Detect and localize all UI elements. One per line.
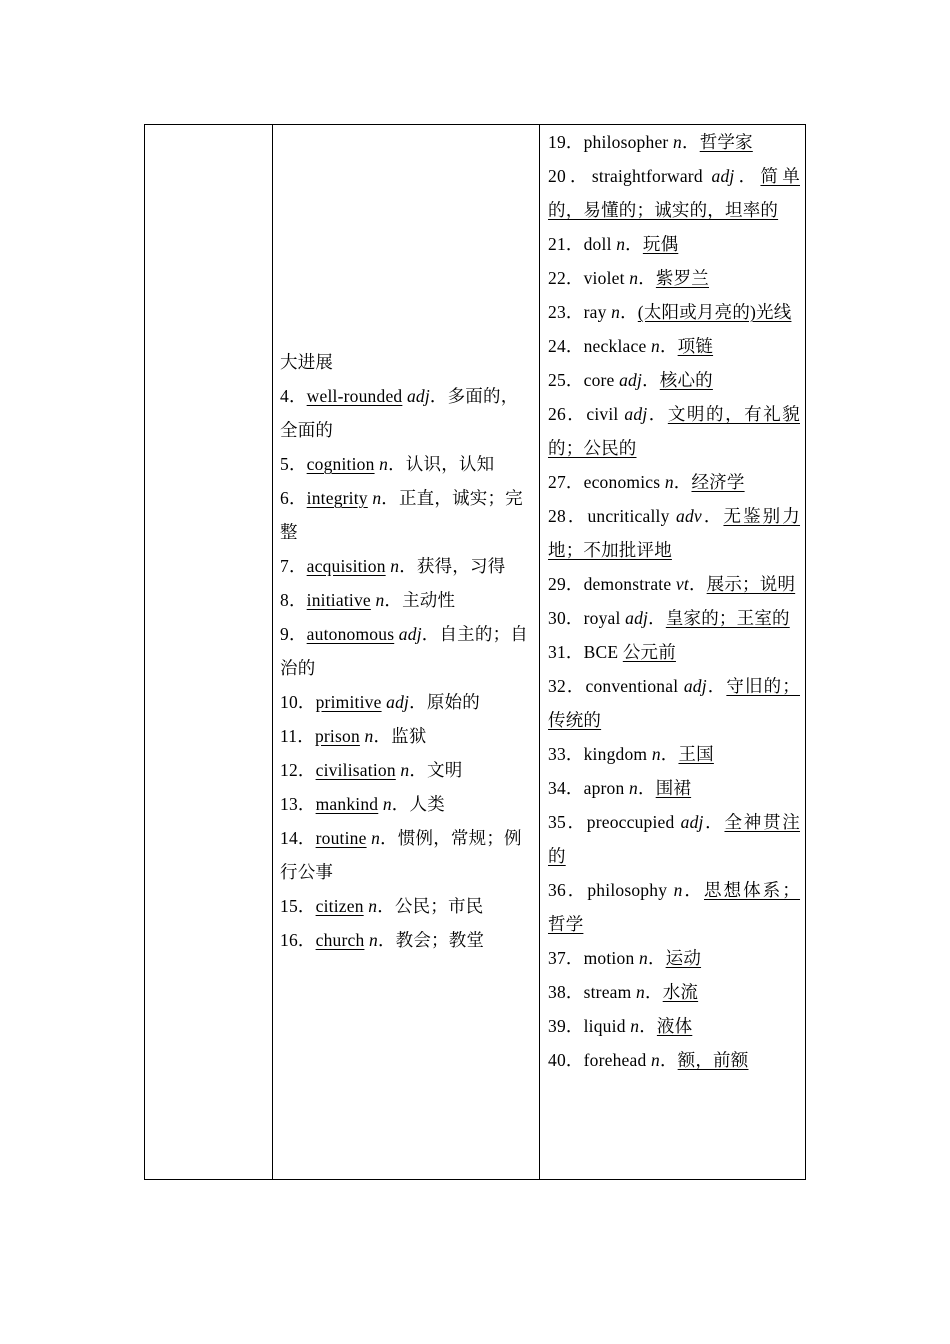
vocab-entry: 35．preoccupied adj．全神贯注的 [548, 812, 800, 866]
vocab-entry: 27．economics n．经济学 [548, 472, 745, 492]
entry-part-of-speech: adj [711, 166, 735, 186]
entry-number: 12． [280, 760, 316, 780]
entry-meaning: 玩偶 [642, 234, 679, 254]
entry-number: 11． [280, 726, 315, 746]
vocab-entry: 32．conventional adj．守旧的；传统的 [548, 676, 800, 730]
entry-number: 6． [280, 488, 307, 508]
entry-part-of-speech: n [629, 778, 638, 798]
entry-word: well-rounded [306, 386, 403, 406]
vocab-entry [548, 635, 800, 669]
entry-word: autonomous [306, 624, 395, 644]
entry-meaning: 文明 [427, 760, 463, 780]
entry-part-of-speech: adj [619, 370, 643, 390]
entry-word: civilisation [315, 760, 396, 780]
entry-word: preoccupied [586, 812, 675, 832]
entry-word: church [315, 930, 365, 950]
entry-part-of-speech: n [390, 556, 400, 576]
entry-meaning: 认识，认知 [405, 454, 495, 474]
entry-number: 21． [548, 234, 584, 254]
entry-meaning: 运动 [665, 948, 702, 968]
entry-word: stream [583, 982, 632, 1002]
entry-number: 30． [548, 608, 584, 628]
entry-part-of-speech: n [379, 454, 389, 474]
vocab-entry: 37．motion n．运动 [548, 948, 702, 968]
entry-part-of-speech: vt [675, 574, 689, 594]
vocab-entry: 38．stream n．水流 [548, 982, 699, 1002]
entry-number: 38． [548, 982, 584, 1002]
vocab-entry: 11．prison n．监狱 [280, 726, 427, 746]
vocab-entry: 12．civilisation n．文明 [280, 760, 463, 780]
entry-number: 9． [280, 624, 307, 644]
entry-meaning: 教会；教堂 [395, 930, 485, 950]
vocab-entry: 34．apron n．围裙 [548, 778, 692, 798]
entry-word: BCE [583, 642, 619, 662]
entry-meaning: 文明的，有礼貌的；公民的 [548, 404, 800, 458]
entry-word: conventional [585, 676, 679, 696]
entry-number: 28． [548, 506, 588, 526]
vocab-entry: 14．routine n．惯例，常规；例行公事 [280, 828, 522, 882]
entry-meaning: 获得，习得 [416, 556, 506, 576]
entry-number: 29． [548, 574, 584, 594]
entry-meaning: 全神贯注的 [548, 812, 800, 866]
entry-number: 7． [280, 556, 307, 576]
entry-number: 15． [280, 896, 316, 916]
entry-meaning: (太阳或月亮的)光线 [637, 302, 792, 322]
entry-word: liquid [583, 1016, 626, 1036]
entry-word: violet [583, 268, 625, 288]
vocab-entry: 22．violet n．紫罗兰 [548, 268, 710, 288]
entry-word: uncritically [587, 506, 670, 526]
entry-part-of-speech: n [611, 302, 621, 322]
entry-meaning: 人类 [409, 794, 445, 814]
entry-number: 22． [548, 268, 584, 288]
entry-word: necklace [583, 336, 647, 356]
entry-word: acquisition [306, 556, 386, 576]
entry-number: 27． [548, 472, 584, 492]
entry-meaning: 自主的；自治的 [280, 624, 528, 678]
vocab-entry: 7．acquisition n．获得，习得 [280, 556, 506, 576]
entry-part-of-speech: adj [624, 404, 648, 424]
entry-part-of-speech: n [369, 930, 378, 950]
entry-part-of-speech: adj [680, 812, 704, 832]
entry-word: mankind [315, 794, 379, 814]
entry-number: 20． [548, 166, 592, 186]
vocab-entry: 8．initiative n．主动性 [280, 590, 456, 610]
entry-number: 23． [548, 302, 584, 322]
entry-part-of-speech: n [382, 794, 392, 814]
column-divider [539, 125, 540, 1179]
entry-part-of-speech: n [400, 760, 410, 780]
entry-word: economics [583, 472, 661, 492]
entry-meaning: 简单的，易懂的；诚实的，坦率的 [548, 166, 800, 220]
entry-part-of-speech: n [651, 336, 660, 356]
entry-part-of-speech: n [673, 880, 683, 900]
entry-number: 13． [280, 794, 316, 814]
entry-word: primitive [315, 692, 382, 712]
entry-number: 33． [548, 744, 584, 764]
entry-meaning: 原始的 [426, 692, 480, 712]
entry-word: routine [315, 828, 367, 848]
vocab-list-middle [280, 379, 530, 957]
vocab-entry: 19．philosopher n．哲学家 [548, 132, 753, 152]
vocab-entry: 24．necklace n．项链 [548, 336, 714, 356]
entry-part-of-speech: n [629, 268, 639, 288]
entry-word: philosophy [587, 880, 668, 900]
entry-part-of-speech: n [616, 234, 626, 254]
vocab-entry: 13．mankind n．人类 [280, 794, 445, 814]
entry-meaning: 液体 [656, 1016, 693, 1036]
entry-part-of-speech: n [651, 1050, 660, 1070]
column-heading: 大进展 [280, 352, 334, 372]
entry-number: 14． [280, 828, 316, 848]
entry-number: 40． [548, 1050, 584, 1070]
entry-part-of-speech: n [364, 726, 374, 746]
entry-meaning: 经济学 [691, 472, 745, 492]
entry-part-of-speech: n [630, 1016, 640, 1036]
entry-word: motion [583, 948, 635, 968]
entry-word: philosopher [583, 132, 669, 152]
entry-word: civil [586, 404, 619, 424]
entry-meaning: 水流 [662, 982, 699, 1002]
entry-word: doll [583, 234, 612, 254]
entry-word: citizen [315, 896, 364, 916]
entry-meaning: 守旧的；传统的 [548, 676, 800, 730]
entry-meaning: 王国 [678, 744, 714, 764]
vocab-entry: 23．ray n．(太阳或月亮的)光线 [548, 302, 792, 322]
entry-part-of-speech: adj [398, 624, 422, 644]
vocab-entry: 21．doll n．玩偶 [548, 234, 679, 254]
entry-word: cognition [306, 454, 375, 474]
entry-part-of-speech: n [372, 488, 382, 508]
entry-word: initiative [306, 590, 371, 610]
entry-part-of-speech: adj [386, 692, 410, 712]
vocab-entry: 5．cognition n．认识，认知 [280, 454, 495, 474]
entry-meaning: 围裙 [655, 778, 692, 798]
entry-word: integrity [306, 488, 368, 508]
entry-number: 24． [548, 336, 584, 356]
vocab-entry: 25．core adj．核心的 [548, 370, 713, 390]
vocab-entry: 26．civil adj．文明的，有礼貌的；公民的 [548, 404, 800, 458]
entry-number: 26． [548, 404, 587, 424]
vocab-entry: 10．primitive adj．原始的 [280, 692, 480, 712]
entry-number: 16． [280, 930, 316, 950]
vocab-entry: 6．integrity n．正直，诚实；完整 [280, 488, 523, 542]
entry-meaning: 额，前额 [677, 1050, 749, 1070]
entry-part-of-speech: n [673, 132, 682, 152]
entry-number: 25． [548, 370, 584, 390]
entry-number: 37． [548, 948, 584, 968]
vocabulary-table [144, 124, 806, 1180]
entry-meaning: 哲学家 [699, 132, 753, 152]
entry-word: straightforward [591, 166, 703, 186]
vocab-entry: 29．demonstrate vt．展示；说明 [548, 574, 796, 594]
vocab-list-right [548, 125, 800, 1077]
vocab-entry: 9．autonomous adj．自主的；自治的 [280, 624, 528, 678]
vocab-column-right [548, 125, 800, 1077]
entry-word: royal [583, 608, 621, 628]
entry-word: core [583, 370, 615, 390]
vocab-entry: 33．kingdom n．王国 [548, 744, 714, 764]
entry-part-of-speech: n [638, 948, 648, 968]
entry-word: apron [583, 778, 625, 798]
vocab-entry: 30．royal adj．皇家的；王室的 [548, 608, 790, 628]
entry-number: 8． [280, 590, 307, 610]
vocab-entry: 39．liquid n．液体 [548, 1016, 693, 1036]
entry-number: 34． [548, 778, 584, 798]
entry-part-of-speech: n [375, 590, 385, 610]
entry-meaning: 项链 [677, 336, 714, 356]
entry-meaning: 公元前 [622, 642, 676, 662]
vocab-entry: 15．citizen n．公民；市民 [280, 896, 484, 916]
entry-meaning: 监狱 [391, 726, 427, 746]
vocab-entry: 40．forehead n．额，前额 [548, 1050, 749, 1070]
entry-part-of-speech: n [368, 896, 378, 916]
vocab-entry: 36．philosophy n．思想体系；哲学 [548, 880, 801, 934]
entry-part-of-speech: n [664, 472, 674, 492]
entry-number: 39． [548, 1016, 584, 1036]
entry-part-of-speech: adj [406, 386, 430, 406]
entry-number: 32． [548, 676, 586, 696]
column-divider [272, 125, 273, 1179]
entry-number: 19． [548, 132, 584, 152]
entry-meaning: 主动性 [402, 590, 456, 610]
vocab-entry: 4．well-rounded adj．多面的，全面的 [280, 386, 519, 440]
entry-meaning: 皇家的；王室的 [665, 608, 790, 628]
entry-meaning: 多面的，全面的 [280, 386, 519, 440]
entry-meaning: 惯例，常规；例行公事 [280, 828, 522, 882]
entry-number: 5． [280, 454, 307, 474]
entry-part-of-speech: adj [625, 608, 649, 628]
vocab-entry: 28．uncritically adv．无鉴别力地；不加批评地 [548, 506, 801, 560]
entry-meaning: 展示；说明 [706, 574, 796, 594]
entry-word: demonstrate [583, 574, 672, 594]
entry-number: 10． [280, 692, 316, 712]
entry-word: forehead [583, 1050, 647, 1070]
entry-meaning: 无鉴别力地；不加批评地 [548, 506, 801, 560]
entry-meaning: 公民；市民 [394, 896, 484, 916]
entry-word: ray [583, 302, 607, 322]
vocab-entry: 20．straightforward adj．简单的，易懂的；诚实的，坦率的 [548, 166, 800, 220]
entry-word: kingdom [583, 744, 648, 764]
entry-number: 36． [548, 880, 588, 900]
entry-number: 31． [548, 642, 584, 662]
entry-word: prison [314, 726, 360, 746]
entry-part-of-speech: n [636, 982, 645, 1002]
entry-meaning: 紫罗兰 [655, 268, 710, 288]
vocab-column-middle [280, 345, 530, 957]
entry-meaning: 正直，诚实；完整 [280, 488, 523, 542]
entry-number: 35． [548, 812, 587, 832]
entry-number: 4． [280, 386, 307, 406]
entry-part-of-speech: n [651, 744, 661, 764]
vocab-entry: 16．church n．教会；教堂 [280, 930, 485, 950]
entry-part-of-speech: adv [676, 506, 702, 526]
entry-part-of-speech: n [371, 828, 381, 848]
entry-meaning: 思想体系；哲学 [548, 880, 801, 934]
entry-meaning: 核心的 [659, 370, 713, 390]
entry-part-of-speech: adj [683, 676, 707, 696]
